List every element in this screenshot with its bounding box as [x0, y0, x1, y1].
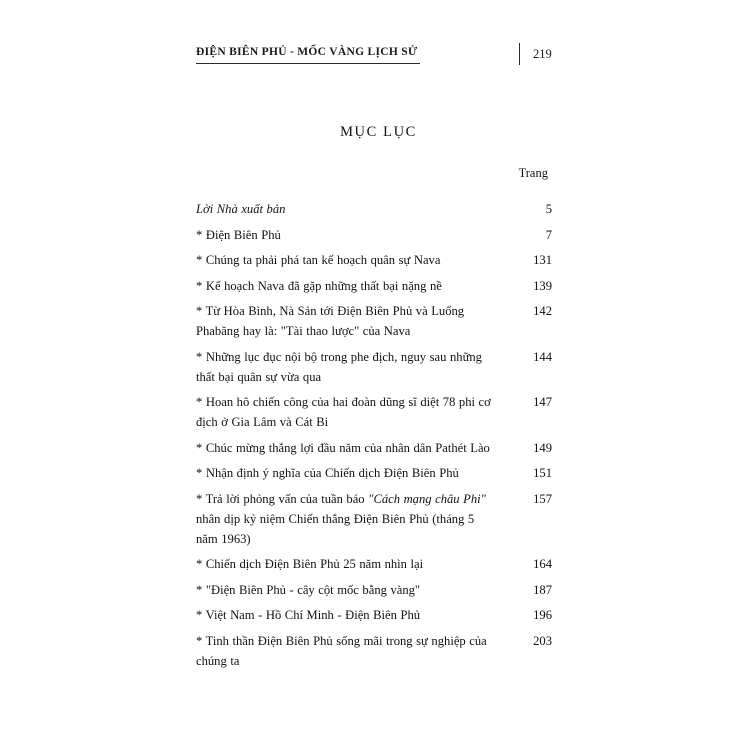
toc-entry[interactable] — [196, 605, 552, 625]
toc-entry-page: 151 — [533, 466, 552, 480]
toc-entry-page: 144 — [533, 349, 552, 364]
toc-entry-title: * Kế hoạch Nava đã gặp những thất bại nặng nề — [196, 278, 442, 293]
toc-entry-title: * "Điện Biên Phủ - cây cột mốc bằng vàng" — [196, 582, 421, 597]
toc-entry[interactable] — [196, 463, 552, 483]
toc-entry-page: 5 — [545, 202, 552, 216]
toc-entry[interactable] — [196, 580, 552, 600]
page-number: 219 — [533, 47, 552, 61]
page-title-text: MỤC LỤC — [340, 124, 417, 140]
toc-entry[interactable] — [196, 301, 552, 341]
toc-entry-title: * Từ Hòa Bình, Nà Sản tới Điện Biên Phủ và Luổng Phabăng hay là: "Tài thao lược" của Nava — [196, 304, 465, 338]
toc-entry-page: 142 — [533, 304, 552, 318]
toc-entry[interactable] — [196, 250, 552, 270]
toc-entry-page: 164 — [533, 557, 552, 571]
running-header-title: ĐIỆN BIÊN PHỦ - MỐC VÀNG LỊCH SỬ — [196, 46, 418, 58]
toc-entry[interactable] — [196, 438, 552, 458]
toc-entry[interactable] — [196, 276, 552, 296]
toc-entry[interactable] — [196, 199, 552, 219]
toc-entry[interactable] — [196, 347, 552, 387]
toc-entry-page: 149 — [533, 440, 552, 455]
toc-column-header-label: Trang — [518, 166, 548, 180]
toc-entry-title: Lời Nhà xuất bản — [196, 202, 286, 216]
running-header — [0, 46, 750, 74]
toc-entry-title: * Những lục đục nội bộ trong phe địch, nguy sau những thất bại quân sự vừa qua — [196, 349, 482, 384]
toc-entry-page: 187 — [533, 582, 552, 597]
toc-entry-title: * Chúng ta phải phá tan kế hoạch quân sự Nava — [196, 253, 441, 267]
toc-column-header — [196, 166, 552, 188]
page-title — [0, 124, 750, 141]
toc-entry[interactable] — [196, 392, 552, 432]
toc-entry-title: * Nhận định ý nghĩa của Chiến dịch Điện Biên Phủ — [196, 466, 459, 480]
toc-entry-title: * Việt Nam - Hồ Chí Minh - Điện Biên Phủ — [196, 608, 421, 622]
toc-entry-page: 203 — [533, 633, 552, 648]
toc-entry-page: 139 — [533, 278, 552, 293]
toc-entry-title: * Chúc mừng thắng lợi đầu năm của nhân dân Pathét Lào — [196, 440, 490, 455]
toc-entry-title: * Hoan hô chiến công của hai đoàn dũng sĩ diệt 78 phi cơ địch ở Gia Lâm và Cát Bi — [196, 395, 491, 429]
toc-entry[interactable] — [196, 554, 552, 574]
toc-entry[interactable] — [196, 489, 552, 549]
toc-entry-page: 157 — [533, 491, 552, 506]
toc-entry-page: 131 — [533, 253, 552, 267]
toc-entry-page: 7 — [545, 227, 552, 242]
header-rule — [196, 63, 420, 64]
toc-entry-page: 196 — [533, 608, 552, 622]
toc-entry[interactable] — [196, 225, 552, 245]
table-of-contents — [196, 166, 552, 676]
toc-entry[interactable] — [196, 631, 552, 671]
toc-entry-list — [196, 199, 552, 671]
header-divider — [519, 43, 520, 65]
toc-entry-page: 147 — [533, 395, 552, 409]
toc-entry-title: * Tinh thần Điện Biên Phủ sống mãi trong sự nghiệp của chúng ta — [196, 633, 487, 668]
toc-entry-title: * Trả lời phỏng vấn của tuần báo "Cách mạng châu Phi" nhân dịp kỷ niệm Chiến thắng Điện Biên Phủ (tháng 5 năm 1963) — [196, 491, 486, 546]
toc-entry-title: * Điện Biên Phủ — [196, 227, 281, 242]
toc-entry-title: * Chiến dịch Điện Biên Phủ 25 năm nhìn lại — [196, 557, 424, 571]
